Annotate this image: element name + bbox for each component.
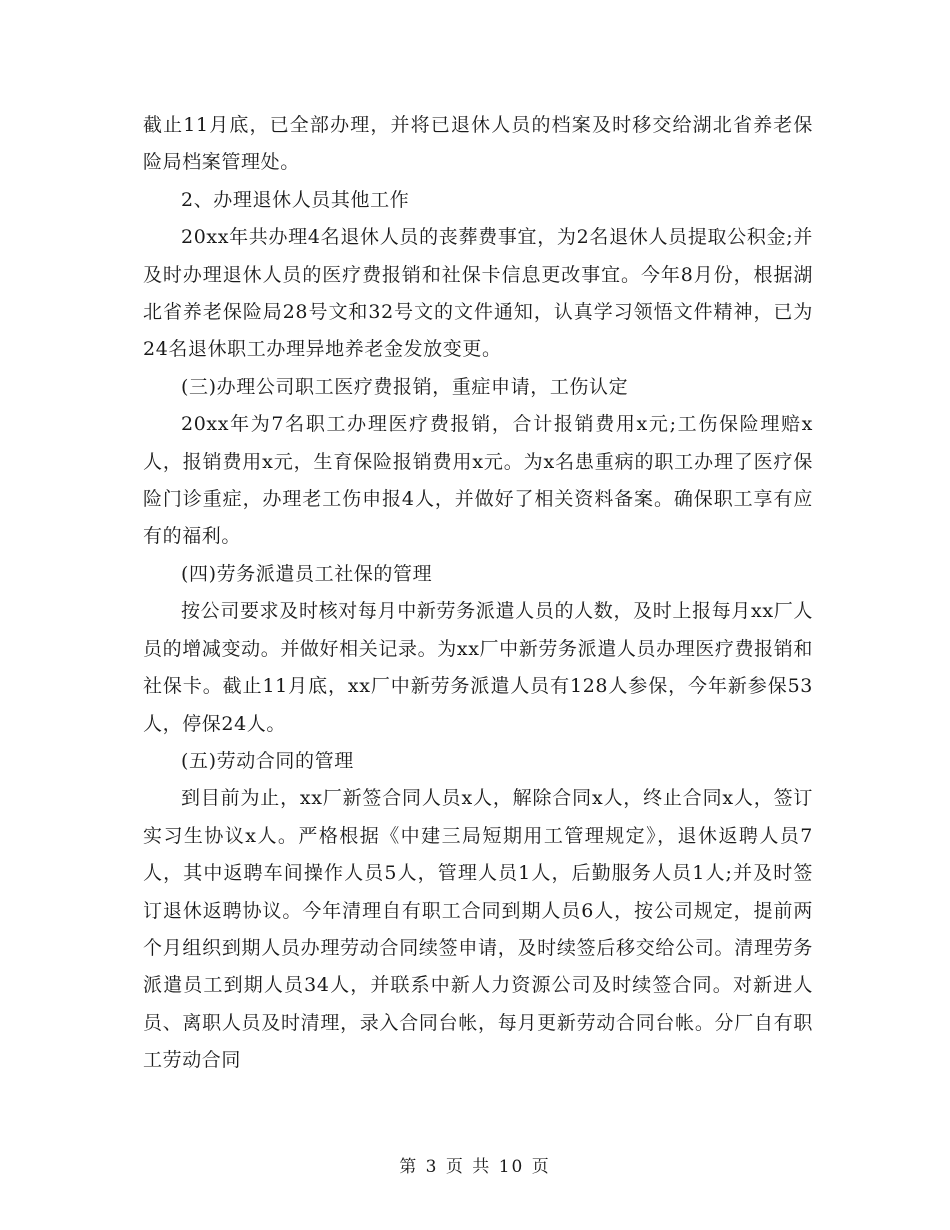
paragraph-retiree-work: 20xx年共办理4名退休人员的丧葬费事宜，为2名退休人员提取公积金;并及时办理退休人员的医疗费报销和社保卡信息更改事宜。今年8月份，根据湖北省养老保险局28号文和32号文的文件通知，认真学习领悟文件精神，已为24名退休职工办理异地养老金发放变更。 — [143, 226, 813, 361]
paragraph-dispatch-social-insurance: 按公司要求及时核对每月中新劳务派遣人员的人数，及时上报每月xx厂人员的增减变动。并做好相关记录。为xx厂中新劳务派遣人员办理医疗费报销和社保卡。截止11月底，xx厂中新劳务派遣人员有128人参保，今年新参保53人，停保24人。 — [143, 600, 813, 735]
document-body — [143, 107, 813, 1080]
page-number-footer: 第 3 页 共 10 页 — [399, 1157, 551, 1177]
paragraph-continuation: 截止11月底，已全部办理，并将已退休人员的档案及时移交给湖北省养老保险局档案管理处。 — [143, 114, 813, 174]
section-heading-dispatch-social-insurance: (四)劳务派遣员工社保的管理 — [181, 562, 433, 585]
section-heading-retiree-other-work: 2、办理退休人员其他工作 — [181, 188, 410, 211]
paragraph-medical-reimbursement: 20xx年为7名职工办理医疗费报销，合计报销费用x元;工伤保险理赔x人，报销费用x元，生育保险报销费用x元。为x名患重病的职工办理了医疗保险门诊重症，办理老工伤申报4人，并做好了相关资料备案。确保职工享有应有的福利。 — [143, 413, 813, 548]
paragraph-labor-contract: 到目前为止，xx厂新签合同人员x人，解除合同x人，终止合同x人，签订实习生协议x人。严格根据《中建三局短期用工管理规定》，退休返聘人员7人，其中返聘车间操作人员5人，管理人员1人，后勤服务人员1人;并及时签订退休返聘协议。今年清理自有职工合同到期人员6人，按公司规定，提前两个月组织到期人员办理劳动合同续签申请，及时续签后移交给公司。清理劳务派遣员工到期人员34人，并联系中新人力资源公司及时续签合同。对新进人员、离职人员及时清理，录入合同台帐，每月更新劳动合同台帐。分厂自有职工劳动合同 — [143, 787, 813, 1072]
section-heading-labor-contract: (五)劳动合同的管理 — [181, 749, 354, 772]
section-heading-medical-reimbursement: (三)办理公司职工医疗费报销，重症申请，工伤认定 — [181, 375, 629, 398]
